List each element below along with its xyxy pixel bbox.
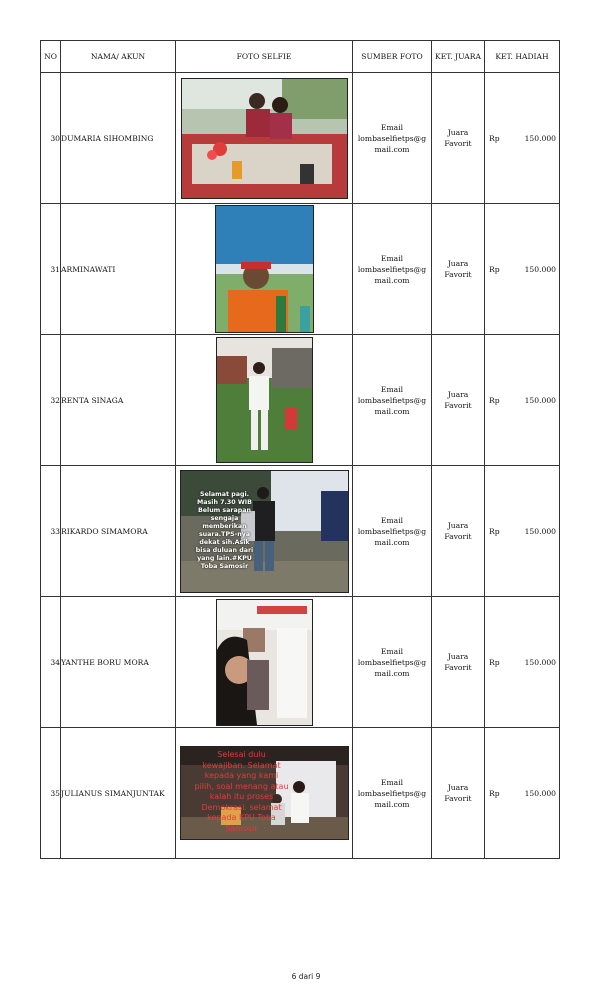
winner-status <box>432 728 485 859</box>
winner-status <box>432 597 485 728</box>
caption-line: Samosir <box>225 823 258 833</box>
participant-name: ARMINAWATI <box>61 204 176 335</box>
winner-status <box>432 335 485 466</box>
table-row <box>41 335 560 466</box>
prize-currency: Rp <box>489 526 500 536</box>
source-email-domain: mail.com <box>374 537 410 547</box>
photo-source <box>353 335 432 466</box>
selfie-photo-cell <box>176 335 353 466</box>
participant-name: DUMARIA SIHOMBING <box>61 73 176 204</box>
prize-cell <box>485 73 560 204</box>
header-no: NO <box>41 41 61 73</box>
prize-cell <box>485 204 560 335</box>
table-row <box>41 728 560 859</box>
caption-line: pilih, soal menang atau <box>194 781 289 791</box>
winner-status-line1: Juara <box>447 390 469 399</box>
row-number: 30 <box>41 73 61 204</box>
caption-line: yang lain.#KPU <box>197 554 252 562</box>
source-email: lombaselfietps@g <box>357 657 427 667</box>
winner-status <box>432 466 485 597</box>
photo-source <box>353 466 432 597</box>
source-label: Email <box>380 122 404 132</box>
prize-currency: Rp <box>489 264 500 274</box>
source-label: Email <box>380 384 404 394</box>
winner-status-line1: Juara <box>447 128 469 137</box>
source-email: lombaselfietps@g <box>357 264 427 274</box>
source-label: Email <box>380 777 404 787</box>
prize-amount: 150.000 <box>524 788 556 798</box>
winner-status <box>432 73 485 204</box>
photo-caption <box>183 750 301 834</box>
source-email-domain: mail.com <box>374 799 410 809</box>
caption-line: Masih 7.30 WIB <box>197 498 252 506</box>
winner-status-line2: Favorit <box>444 270 472 279</box>
caption-line: Selesai dulu <box>217 750 266 759</box>
selfie-photo <box>181 78 348 199</box>
prize-cell <box>485 597 560 728</box>
selfie-photo <box>215 205 314 333</box>
prize-amount: 150.000 <box>524 264 556 274</box>
header-foto: FOTO SELFIE <box>176 41 353 73</box>
winner-status-line1: Juara <box>447 652 469 661</box>
prize-amount: 150.000 <box>524 526 556 536</box>
selfie-photo <box>180 746 349 840</box>
winner-status-line1: Juara <box>447 783 469 792</box>
row-number: 32 <box>41 335 61 466</box>
row-number: 33 <box>41 466 61 597</box>
prize-currency: Rp <box>489 133 500 143</box>
winner-status-line2: Favorit <box>444 401 472 410</box>
source-email-domain: mail.com <box>374 668 410 678</box>
caption-line: Toba Samosir <box>200 562 249 570</box>
prize-amount: 150.000 <box>524 133 556 143</box>
page-number: 6 dari 9 <box>291 972 321 981</box>
winner-status-line2: Favorit <box>444 139 472 148</box>
selfie-photo <box>216 599 313 726</box>
source-email-domain: mail.com <box>374 406 410 416</box>
caption-line: Demokrasi. selamat <box>201 802 282 812</box>
source-email: lombaselfietps@g <box>357 526 427 536</box>
header-hadiah: KET. HADIAH <box>485 41 560 73</box>
photo-source <box>353 728 432 859</box>
participant-name: RENTA SINAGA <box>61 335 176 466</box>
caption-line: suara.TPS-nya <box>198 530 251 538</box>
source-email-domain: mail.com <box>374 275 410 285</box>
table-row <box>41 204 560 335</box>
header-sumber: SUMBER FOTO <box>353 41 432 73</box>
prize-currency: Rp <box>489 395 500 405</box>
source-label: Email <box>380 253 404 263</box>
prize-amount: 150.000 <box>524 395 556 405</box>
table-header-row <box>41 41 560 73</box>
table-row <box>41 597 560 728</box>
source-email-domain: mail.com <box>374 144 410 154</box>
winner-status <box>432 204 485 335</box>
winner-status-line1: Juara <box>447 521 469 530</box>
winners-table <box>40 40 560 859</box>
prize-cell <box>485 466 560 597</box>
prize-currency: Rp <box>489 788 500 798</box>
prize-cell <box>485 728 560 859</box>
caption-line: kepada KPU Toba <box>207 813 276 822</box>
selfie-photo-cell <box>176 597 353 728</box>
participant-name: JULIANUS SIMANJUNTAK <box>61 728 176 859</box>
caption-line: bisa duluan dari <box>195 546 254 554</box>
table-row <box>41 73 560 204</box>
photo-caption <box>185 491 265 571</box>
winner-status-line2: Favorit <box>444 532 472 541</box>
source-email: lombaselfietps@g <box>357 788 427 798</box>
selfie-photo <box>180 470 349 593</box>
prize-currency: Rp <box>489 657 500 667</box>
winner-status-line2: Favorit <box>444 663 472 672</box>
header-juara: KET. JUARA <box>432 41 485 73</box>
selfie-photo-cell <box>176 466 353 597</box>
prize-cell <box>485 335 560 466</box>
photo-source <box>353 597 432 728</box>
header-name: NAMA/ AKUN <box>61 41 176 73</box>
table-row <box>41 466 560 597</box>
source-email: lombaselfietps@g <box>357 395 427 405</box>
caption-line: sengaja <box>210 514 239 522</box>
row-number: 35 <box>41 728 61 859</box>
row-number: 34 <box>41 597 61 728</box>
caption-line: kewajiban. Selamat <box>202 760 281 770</box>
selfie-photo-cell <box>176 728 353 859</box>
participant-name: RIKARDO SIMAMORA <box>61 466 176 597</box>
caption-line: Selamat pagi. <box>199 490 250 498</box>
photo-source <box>353 73 432 204</box>
selfie-photo-cell <box>176 73 353 204</box>
winner-status-line1: Juara <box>447 259 469 268</box>
selfie-photo <box>216 337 313 463</box>
caption-line: memberikan <box>202 522 247 530</box>
caption-line: kalah itu proses <box>209 792 274 801</box>
selfie-photo-cell <box>176 204 353 335</box>
source-label: Email <box>380 515 404 525</box>
caption-line: Belum sarapan <box>197 506 252 514</box>
source-label: Email <box>380 646 404 656</box>
row-number: 31 <box>41 204 61 335</box>
caption-line: dekat sih.Asik <box>199 538 250 546</box>
caption-line: kepada yang kami <box>204 771 279 780</box>
winner-status-line2: Favorit <box>444 794 472 803</box>
photo-source <box>353 204 432 335</box>
prize-amount: 150.000 <box>524 657 556 667</box>
participant-name: YANTHE BORU MORA <box>61 597 176 728</box>
source-email: lombaselfietps@g <box>357 133 427 143</box>
